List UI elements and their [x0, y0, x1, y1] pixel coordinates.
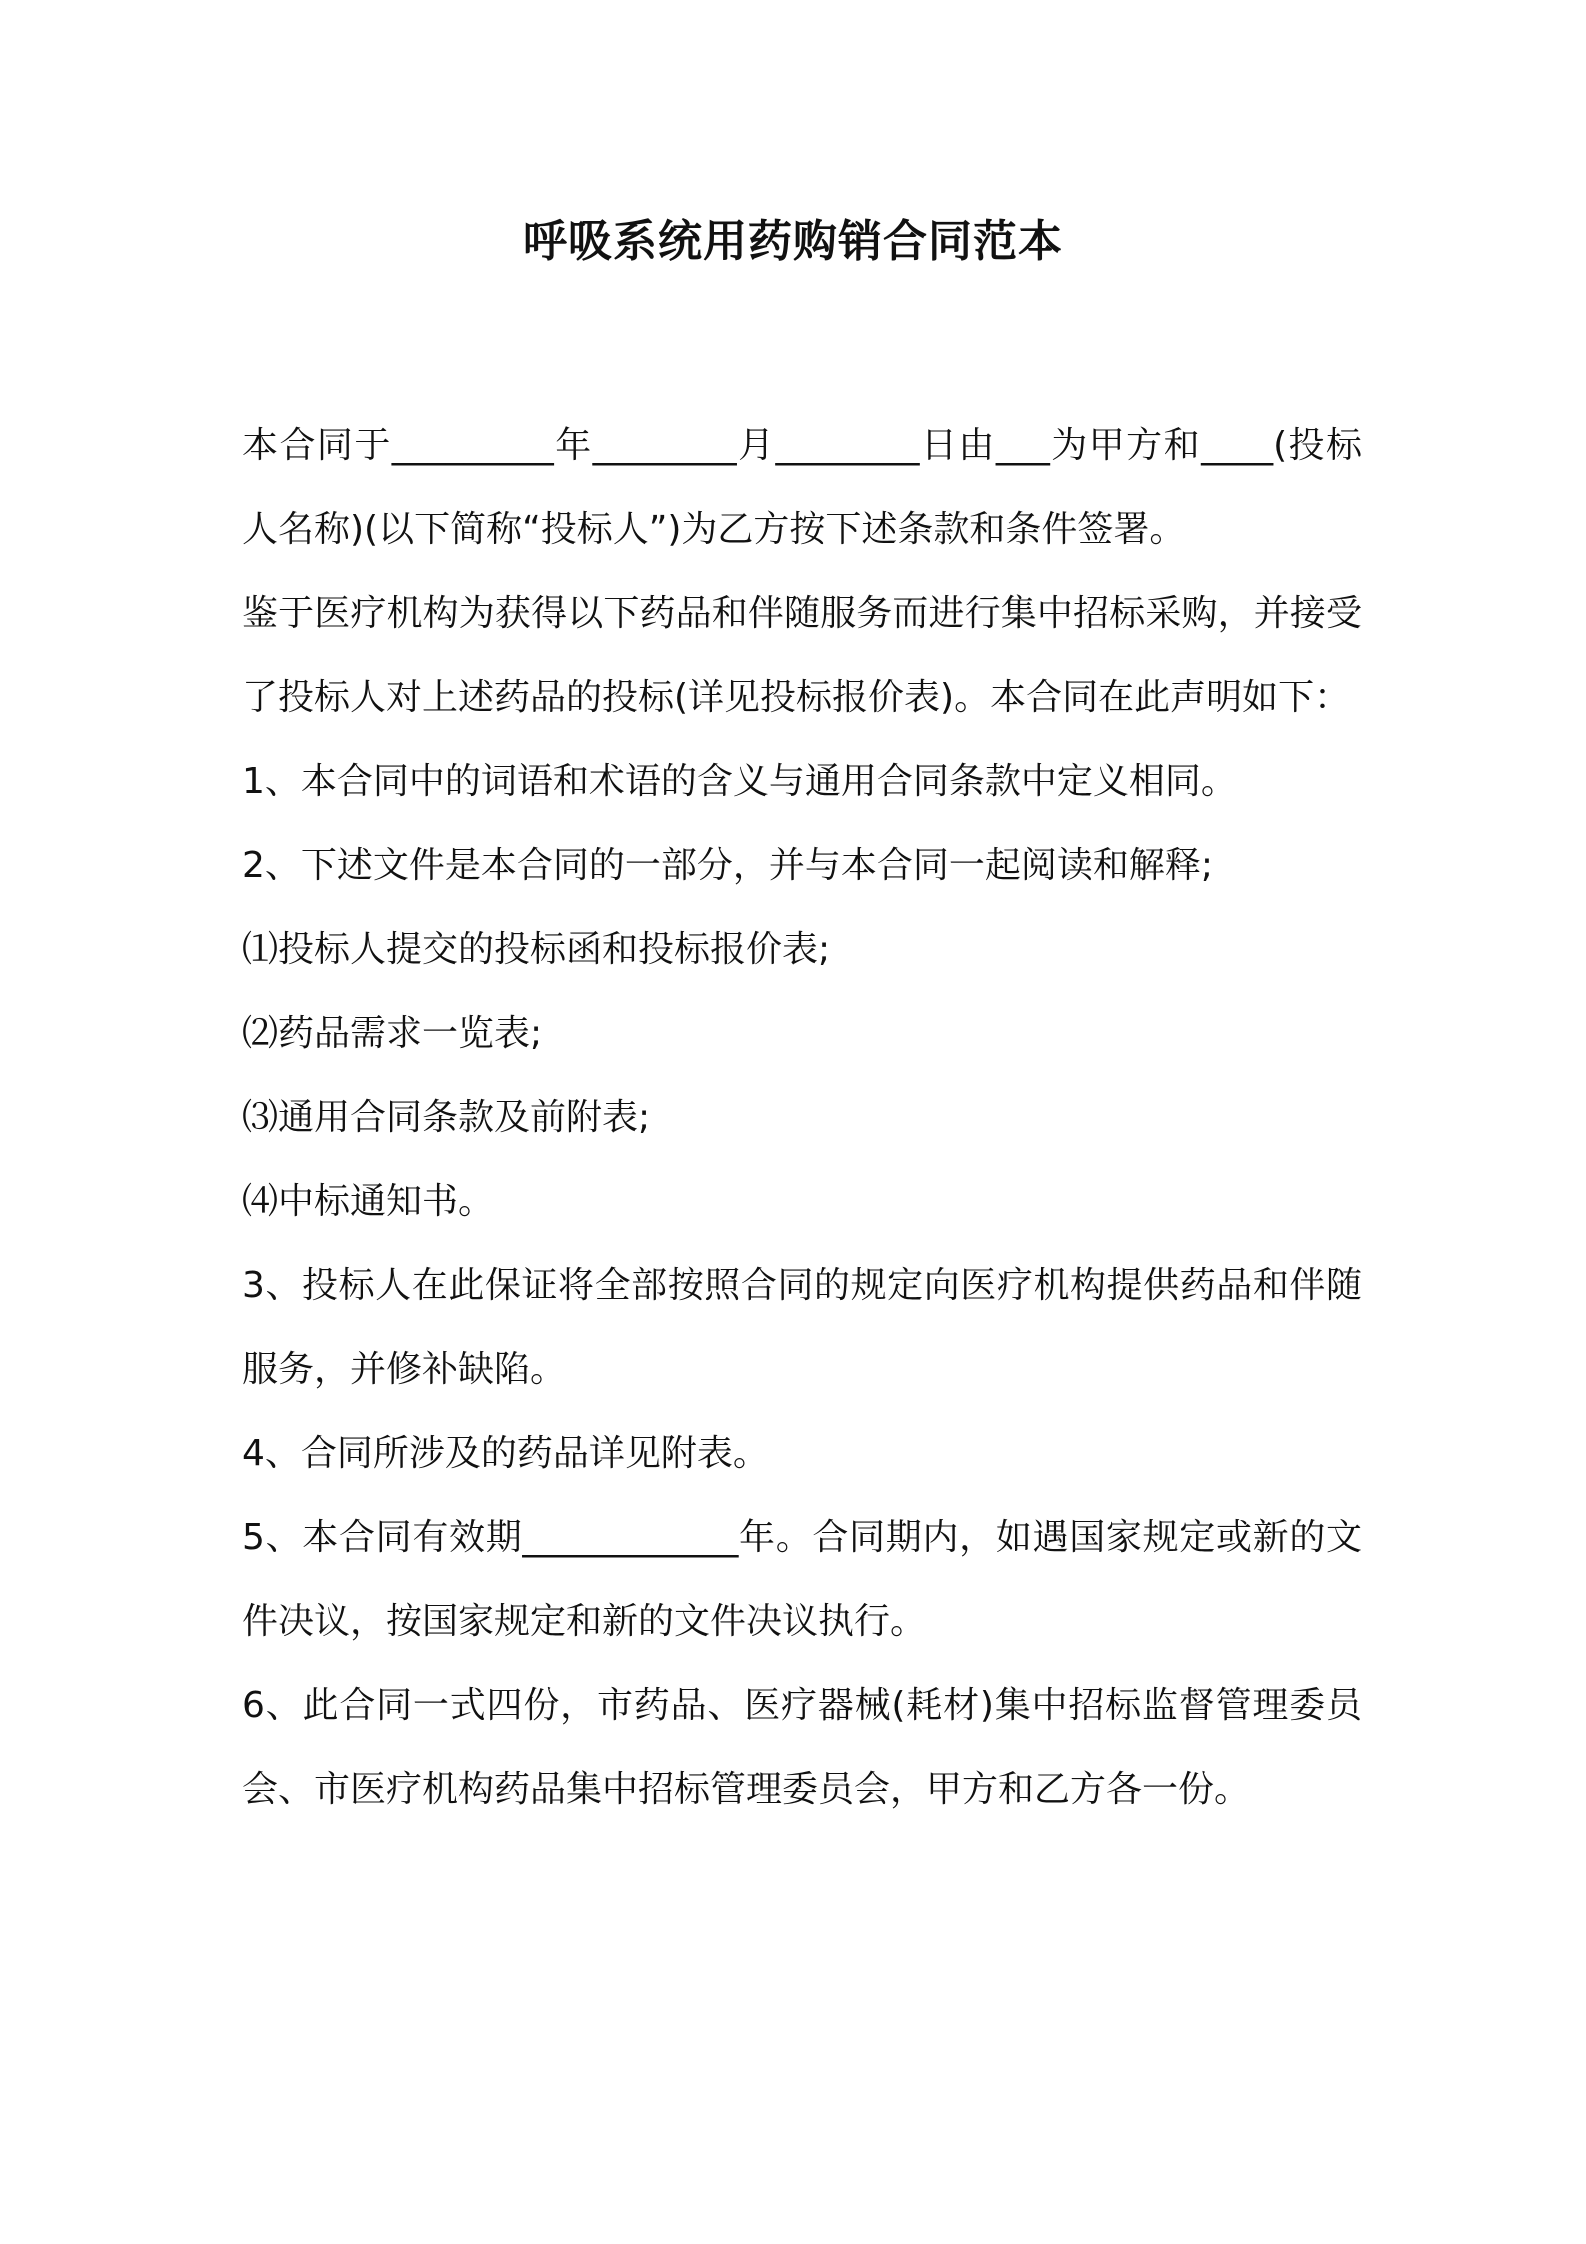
clause-2-item-1: ⑴投标人提交的投标函和投标报价表;	[242, 929, 831, 970]
clause-5: 5、本合同有效期____________年。合同期内，如遇国家规定或新的文件决议，按国家规定和新的文件决议执行。	[242, 1517, 1362, 1642]
document-body	[242, 404, 1362, 1832]
clause-2-item-2: ⑵药品需求一览表;	[242, 1013, 543, 1054]
clause-3: 3、投标人在此保证将全部按照合同的规定向医疗机构提供药品和伴随服务，并修补缺陷。	[242, 1265, 1362, 1390]
clause-4: 4、合同所涉及的药品详见附表。	[242, 1433, 769, 1474]
clause-2: 2、下述文件是本合同的一部分，并与本合同一起阅读和解释;	[242, 845, 1214, 886]
clause-2-item-4: ⑷中标通知书。	[242, 1181, 495, 1222]
document-title: 呼吸系统用药购销合同范本	[523, 216, 1063, 267]
paragraph-whereas: 鉴于医疗机构为获得以下药品和伴随服务而进行集中招标采购，并接受了投标人对上述药品的投标(详见投标报价表)。本合同在此声明如下：	[242, 593, 1362, 718]
paragraph-preamble: 本合同于_________年________月________日由___为甲方和____(投标人名称)(以下简称“投标人”)为乙方按下述条款和条件签署。	[242, 425, 1362, 550]
clause-1: 1、本合同中的词语和术语的含义与通用合同条款中定义相同。	[242, 761, 1237, 802]
clause-6: 6、此合同一式四份，市药品、医疗器械(耗材)集中招标监督管理委员会、市医疗机构药品集中招标管理委员会，甲方和乙方各一份。	[242, 1685, 1362, 1810]
clause-2-item-3: ⑶通用合同条款及前附表;	[242, 1097, 651, 1138]
